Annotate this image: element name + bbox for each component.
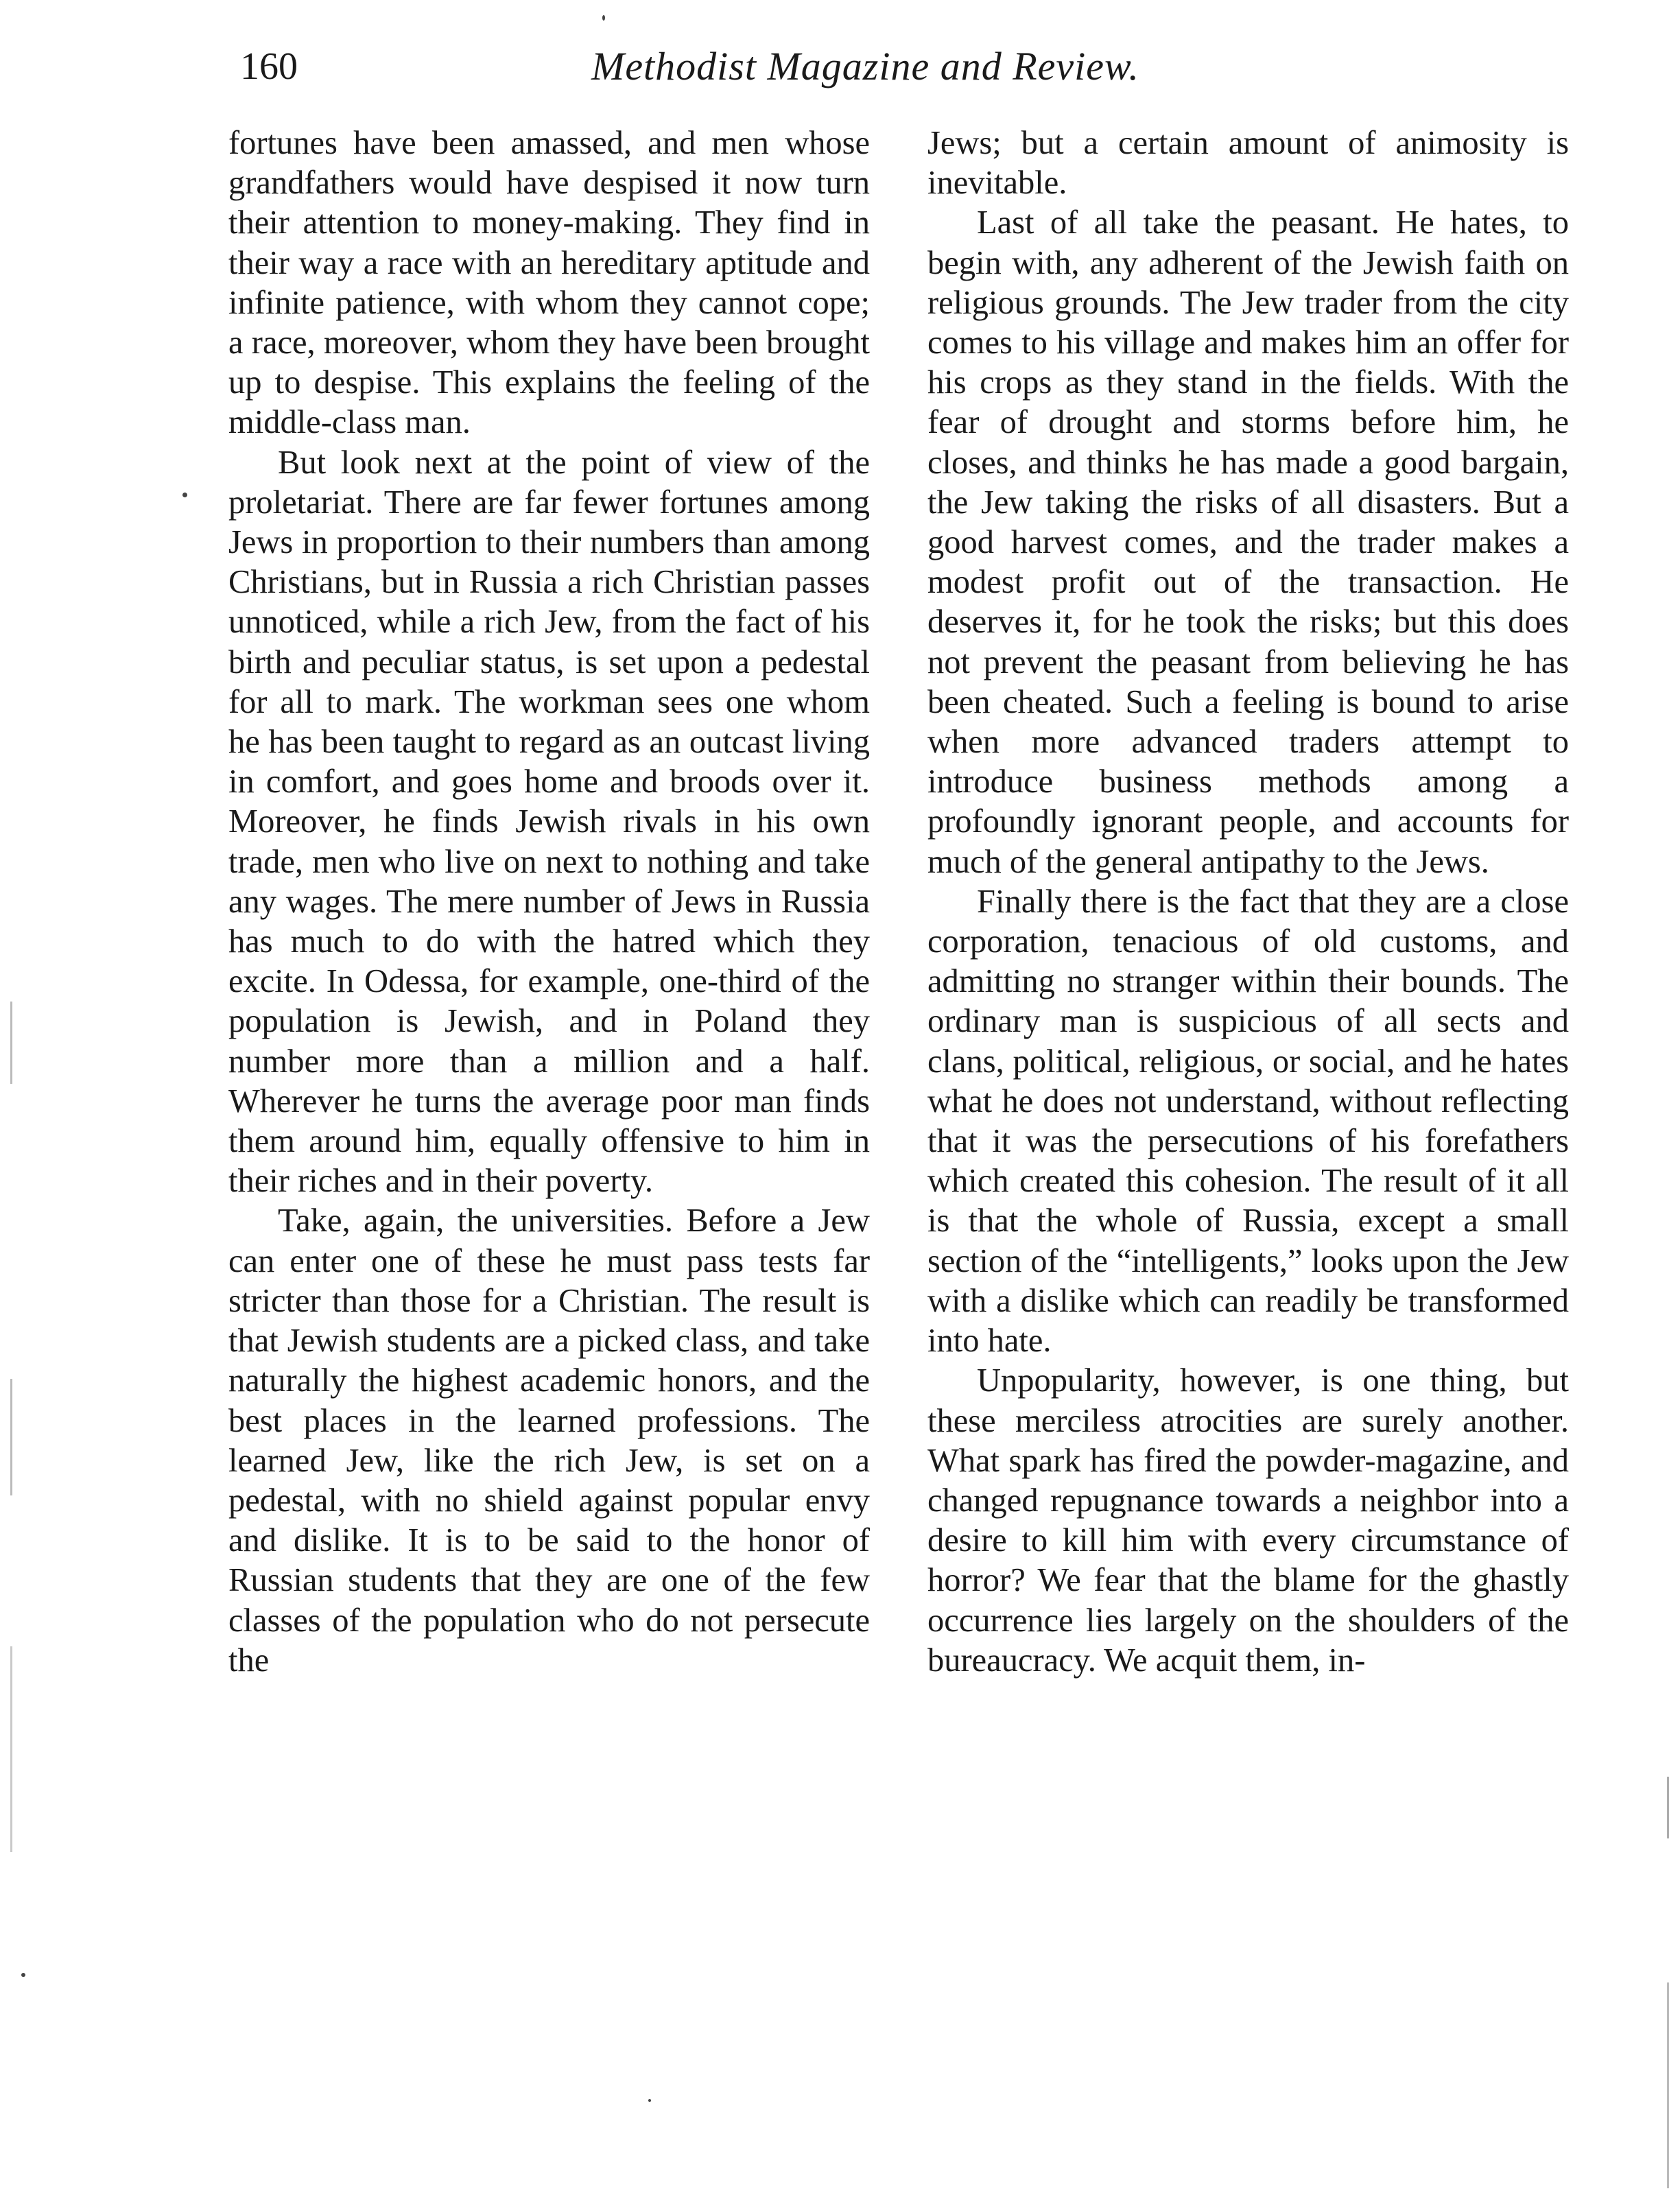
paragraph: Jews; but a certain amount of animosity is inevitable. — [927, 125, 1569, 202]
paragraph: Last of all take the peasant. He hates, to begin with, any adherent of the Jewish faith on religious grounds. The Jew trader from the city comes to his village and makes him an offer for his crops as they stand in the fields. With the fear of drought and storms before him, he closes, and thinks he has made a good bargain, the Jew taking the risks of all disasters. But a good harvest comes, and the trader makes a modest profit out of the transaction. He deserves it, for he took the risks; but this does not prevent the peasant from believing he has been cheated. Such a feeling is bound to arise when more advanced traders attempt to introduce business methods among a profoundly ignorant people, and accounts for much of the general antipathy to the Jews. — [927, 204, 1569, 880]
paragraph: But look next at the point of view of the proletariat. There are far fewer fortunes among Jews in proportion to their numbers than among Christians, but in Russia a rich Christian passes unnoticed, while a rich Jew, from the fact of his birth and peculiar status, is set upon a pedestal for all to mark. The workman sees one whom he has been taught to regard as an outcast living in comfort, and goes home and broods over it. Moreover, he finds Jewish rivals in his own trade, men who live on next to nothing and take any wages. The mere number of Jews in Russia has much to do with the hatred which they excite. In Odessa, for example, one-third of the population is Jewish, and in Poland they number more than a million and a half. Wherever he turns the average poor man finds them around him, equally offensive to him in their riches and in their poverty. — [228, 444, 870, 1200]
scan-speck — [182, 493, 187, 497]
scan-edge-mark — [10, 1646, 12, 1852]
scan-edge-mark — [1667, 1777, 1669, 1838]
page-number: 160 — [240, 45, 298, 88]
scan-edge-mark — [10, 1379, 12, 1495]
paragraph: Unpopularity, however, is one thing, but these merciless atrocities are surely another. What spark has fired the powder-magazine, and changed repugnance towards a neighbor into a desire to kill him with every circumstance of horror? We fear that the blame for the ghastly occurrence lies largely on the shoulders of the bureaucracy. We acquit them, in- — [927, 1362, 1569, 1679]
scan-edge-mark — [1667, 1982, 1669, 2188]
left-column — [228, 123, 870, 1681]
paragraph: Take, again, the universities. Before a Jew can enter one of these he must pass tests far stricter than those for a Christian. The result is that Jewish students are a picked class, and take naturally the highest academic honors, and the best places in the learned professions. The learned Jew, like the rich Jew, is set on a pedestal, with no shield against popular envy and dislike. It is to be said to the honor of Russian students that they are one of the few classes of the population who do not persecute the — [228, 1203, 870, 1679]
scan-speck — [648, 2099, 651, 2102]
running-head-title: Methodist Magazine and Review. — [591, 44, 1139, 88]
paragraph: Finally there is the fact that they are a close corporation, tenacious of old customs, and admitting no stranger within their bounds. The ordinary man is suspicious of all sects and clans, political, religious, or social, and he hates what he does not understand, without reflecting that it was the persecutions of his forefathers which created this cohesion. The result of it all is that the whole of Russia, except a small section of the “intelligents,” looks upon the Jew with a dislike which can readily be transformed into hate. — [927, 883, 1569, 1360]
scan-speck — [21, 1973, 25, 1977]
paragraph: fortunes have been amassed, and men whose grandfathers would have despised it now turn their attention to money-making. They find in their way a race with an hereditary aptitude and infinite patience, with whom they cannot cope; a race, moreover, whom they have been brought up to despise. This explains the feeling of the middle-class man. — [228, 125, 870, 441]
scan-edge-mark — [10, 1002, 12, 1084]
scan-speck — [602, 15, 605, 21]
right-column — [927, 123, 1569, 1681]
